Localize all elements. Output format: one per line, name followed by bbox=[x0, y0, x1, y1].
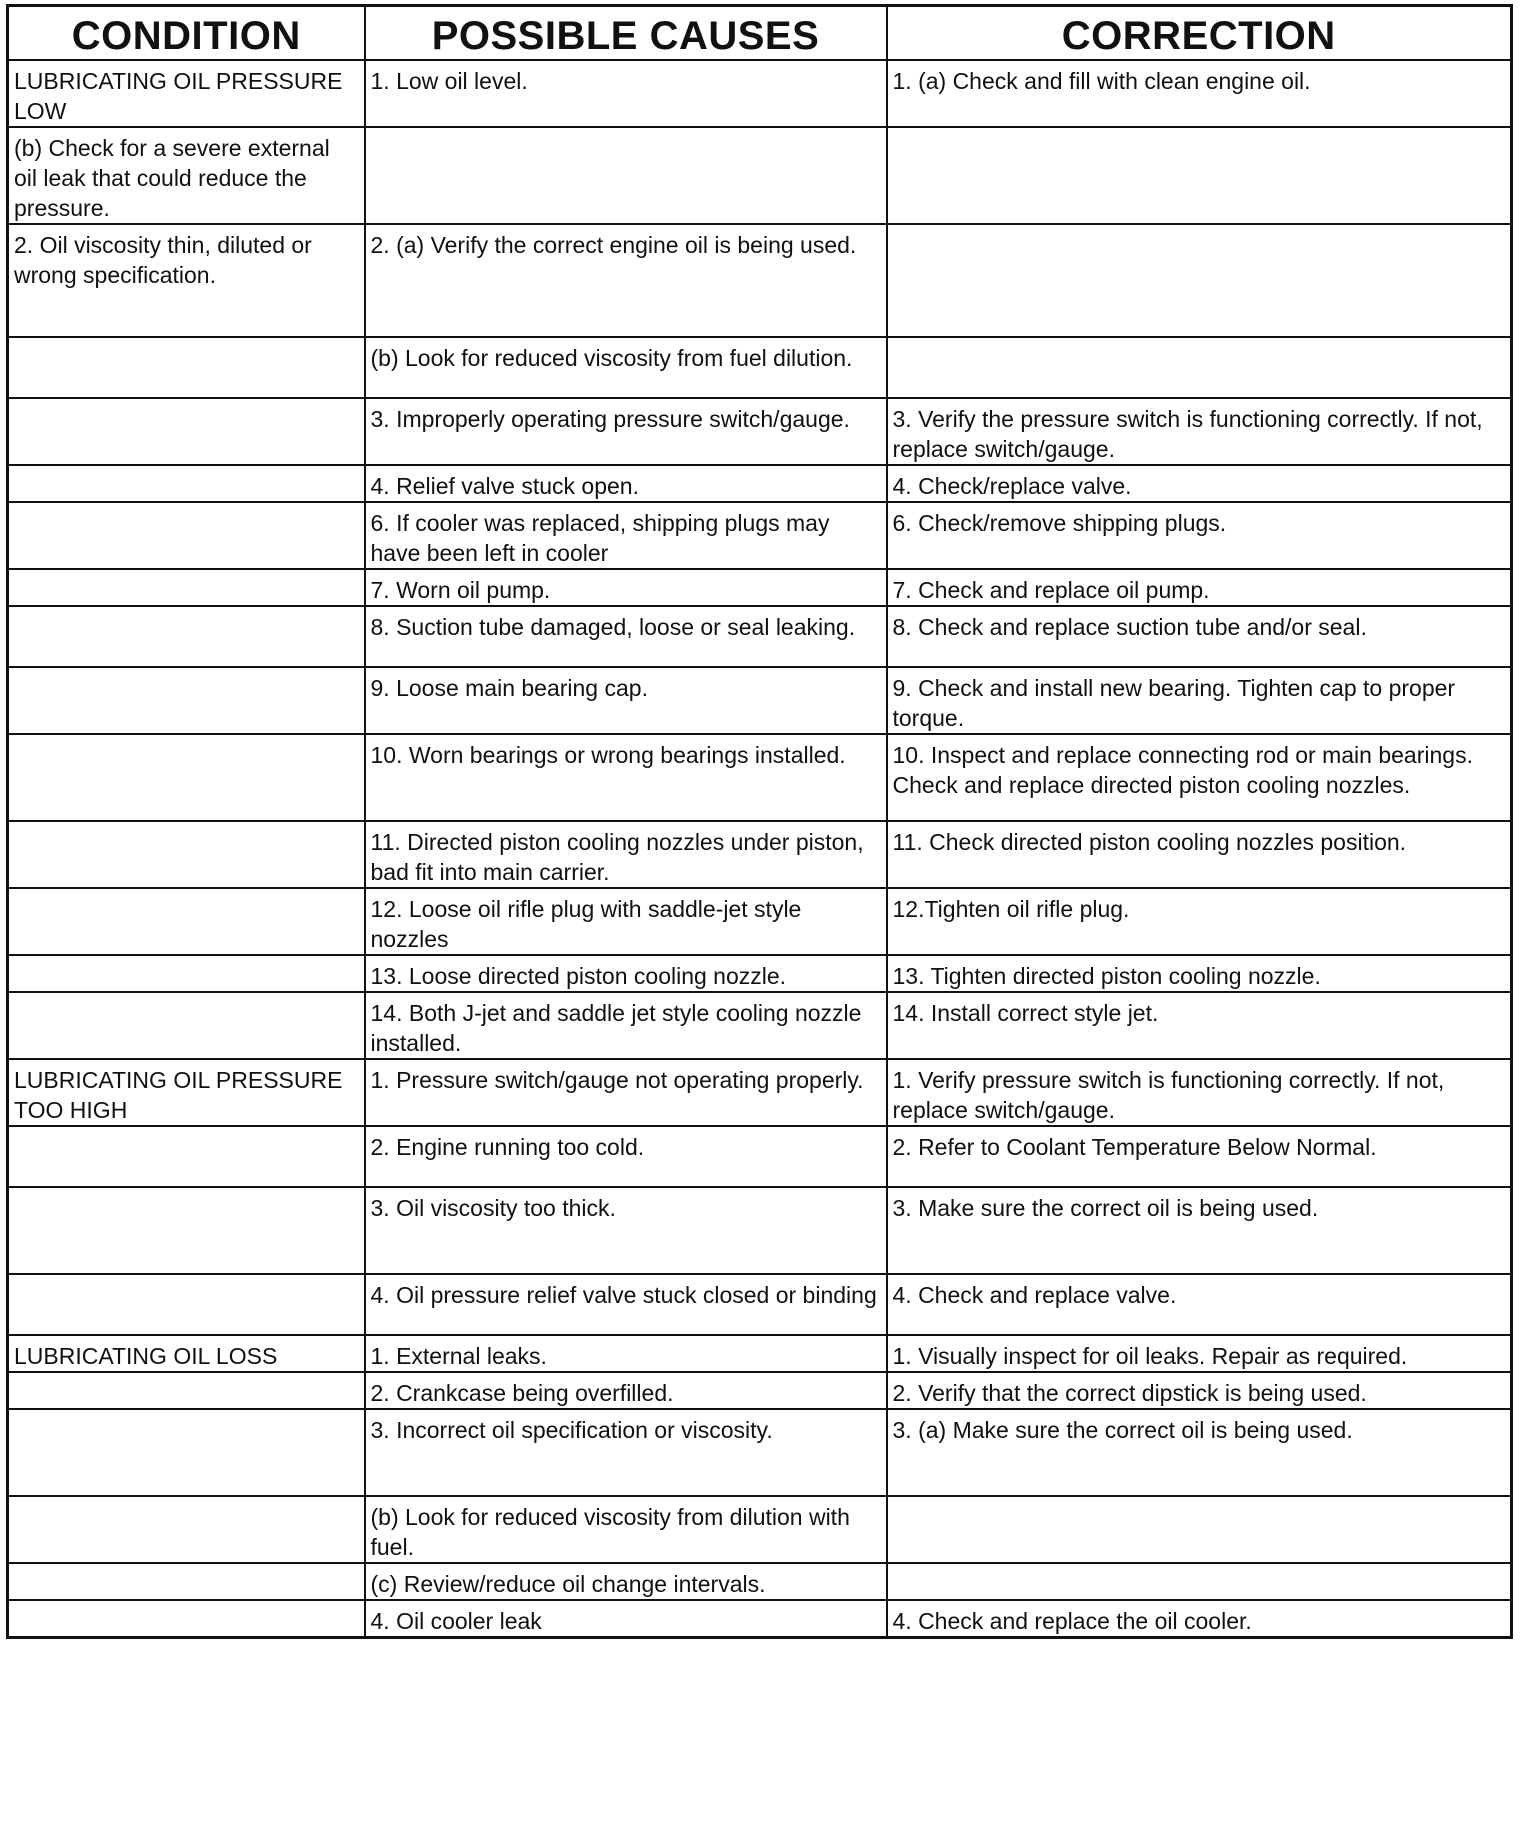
table-row bbox=[8, 1409, 1512, 1496]
possible-cause-cell: 1. Pressure switch/gauge not operating properly. bbox=[365, 1059, 887, 1126]
correction-cell: 1. Verify pressure switch is functioning correctly. If not, replace switch/gauge. bbox=[887, 1059, 1512, 1126]
condition-cell bbox=[8, 1126, 365, 1187]
condition-cell bbox=[8, 1496, 365, 1563]
table-row bbox=[8, 821, 1512, 888]
condition-cell bbox=[8, 606, 365, 667]
possible-cause-cell: 1. Low oil level. bbox=[365, 60, 887, 127]
condition-cell bbox=[8, 992, 365, 1059]
correction-cell bbox=[887, 337, 1512, 398]
table-row bbox=[8, 1059, 1512, 1126]
correction-cell: 12.Tighten oil rifle plug. bbox=[887, 888, 1512, 955]
condition-cell: 2. Oil viscosity thin, diluted or wrong specification. bbox=[8, 224, 365, 337]
header-condition: CONDITION bbox=[8, 6, 365, 61]
table-row bbox=[8, 1496, 1512, 1563]
possible-cause-cell: 9. Loose main bearing cap. bbox=[365, 667, 887, 734]
table-row bbox=[8, 337, 1512, 398]
correction-cell bbox=[887, 1496, 1512, 1563]
table-row bbox=[8, 398, 1512, 465]
possible-cause-cell: 3. Oil viscosity too thick. bbox=[365, 1187, 887, 1274]
possible-cause-cell: (c) Review/reduce oil change intervals. bbox=[365, 1563, 887, 1600]
table-row bbox=[8, 127, 1512, 224]
table-row bbox=[8, 465, 1512, 502]
possible-cause-cell: 12. Loose oil rifle plug with saddle-jet style nozzles bbox=[365, 888, 887, 955]
table-row bbox=[8, 502, 1512, 569]
table-row bbox=[8, 60, 1512, 127]
correction-cell: 3. Verify the pressure switch is functioning correctly. If not, replace switch/gauge. bbox=[887, 398, 1512, 465]
correction-cell: 4. Check and replace valve. bbox=[887, 1274, 1512, 1335]
correction-cell bbox=[887, 127, 1512, 224]
correction-cell: 4. Check and replace the oil cooler. bbox=[887, 1600, 1512, 1638]
table-row bbox=[8, 1274, 1512, 1335]
correction-cell: 14. Install correct style jet. bbox=[887, 992, 1512, 1059]
troubleshooting-table bbox=[6, 4, 1513, 1639]
condition-cell bbox=[8, 1563, 365, 1600]
condition-cell bbox=[8, 1409, 365, 1496]
possible-cause-cell: (b) Look for reduced viscosity from fuel dilution. bbox=[365, 337, 887, 398]
table-row bbox=[8, 955, 1512, 992]
condition-cell bbox=[8, 955, 365, 992]
table-row bbox=[8, 606, 1512, 667]
possible-cause-cell: 3. Improperly operating pressure switch/gauge. bbox=[365, 398, 887, 465]
possible-cause-cell: 8. Suction tube damaged, loose or seal leaking. bbox=[365, 606, 887, 667]
correction-cell: 1. (a) Check and fill with clean engine oil. bbox=[887, 60, 1512, 127]
table-row bbox=[8, 1187, 1512, 1274]
table-row bbox=[8, 224, 1512, 337]
condition-cell bbox=[8, 502, 365, 569]
header-row bbox=[8, 6, 1512, 61]
possible-cause-cell: 13. Loose directed piston cooling nozzle. bbox=[365, 955, 887, 992]
condition-cell bbox=[8, 667, 365, 734]
table-row bbox=[8, 888, 1512, 955]
condition-cell bbox=[8, 888, 365, 955]
correction-cell bbox=[887, 224, 1512, 337]
table-row bbox=[8, 1126, 1512, 1187]
possible-cause-cell: 14. Both J-jet and saddle jet style cooling nozzle installed. bbox=[365, 992, 887, 1059]
correction-cell: 4. Check/replace valve. bbox=[887, 465, 1512, 502]
table-row bbox=[8, 734, 1512, 821]
condition-cell: LUBRICATING OIL PRESSURE TOO HIGH bbox=[8, 1059, 365, 1126]
condition-cell: LUBRICATING OIL PRESSURE LOW bbox=[8, 60, 365, 127]
possible-cause-cell: 6. If cooler was replaced, shipping plugs may have been left in cooler bbox=[365, 502, 887, 569]
possible-cause-cell bbox=[365, 127, 887, 224]
condition-cell bbox=[8, 1600, 365, 1638]
table-row bbox=[8, 1563, 1512, 1600]
possible-cause-cell: 1. External leaks. bbox=[365, 1335, 887, 1372]
table-row bbox=[8, 667, 1512, 734]
correction-cell: 3. (a) Make sure the correct oil is being used. bbox=[887, 1409, 1512, 1496]
correction-cell: 7. Check and replace oil pump. bbox=[887, 569, 1512, 606]
condition-cell bbox=[8, 1372, 365, 1409]
condition-cell bbox=[8, 821, 365, 888]
correction-cell: 2. Verify that the correct dipstick is being used. bbox=[887, 1372, 1512, 1409]
table-row bbox=[8, 569, 1512, 606]
correction-cell: 2. Refer to Coolant Temperature Below Normal. bbox=[887, 1126, 1512, 1187]
table-row bbox=[8, 1600, 1512, 1638]
condition-cell: (b) Check for a severe external oil leak that could reduce the pressure. bbox=[8, 127, 365, 224]
possible-cause-cell: (b) Look for reduced viscosity from dilution with fuel. bbox=[365, 1496, 887, 1563]
header-correction: CORRECTION bbox=[887, 6, 1512, 61]
correction-cell: 1. Visually inspect for oil leaks. Repair as required. bbox=[887, 1335, 1512, 1372]
possible-cause-cell: 11. Directed piston cooling nozzles under piston, bad fit into main carrier. bbox=[365, 821, 887, 888]
correction-cell: 3. Make sure the correct oil is being used. bbox=[887, 1187, 1512, 1274]
correction-cell: 10. Inspect and replace connecting rod or main bearings. Check and replace directed piston cooling nozzles. bbox=[887, 734, 1512, 821]
table-row bbox=[8, 992, 1512, 1059]
possible-cause-cell: 7. Worn oil pump. bbox=[365, 569, 887, 606]
condition-cell bbox=[8, 1187, 365, 1274]
correction-cell: 8. Check and replace suction tube and/or seal. bbox=[887, 606, 1512, 667]
table-row bbox=[8, 1372, 1512, 1409]
condition-cell bbox=[8, 465, 365, 502]
possible-cause-cell: 2. Engine running too cold. bbox=[365, 1126, 887, 1187]
condition-cell bbox=[8, 1274, 365, 1335]
possible-cause-cell: 4. Oil pressure relief valve stuck closed or binding bbox=[365, 1274, 887, 1335]
possible-cause-cell: 10. Worn bearings or wrong bearings installed. bbox=[365, 734, 887, 821]
correction-cell: 6. Check/remove shipping plugs. bbox=[887, 502, 1512, 569]
condition-cell bbox=[8, 398, 365, 465]
correction-cell: 9. Check and install new bearing. Tighten cap to proper torque. bbox=[887, 667, 1512, 734]
possible-cause-cell: 4. Relief valve stuck open. bbox=[365, 465, 887, 502]
possible-cause-cell: 4. Oil cooler leak bbox=[365, 1600, 887, 1638]
condition-cell bbox=[8, 569, 365, 606]
condition-cell bbox=[8, 337, 365, 398]
possible-cause-cell: 2. Crankcase being overfilled. bbox=[365, 1372, 887, 1409]
condition-cell bbox=[8, 734, 365, 821]
table-row bbox=[8, 1335, 1512, 1372]
condition-cell: LUBRICATING OIL LOSS bbox=[8, 1335, 365, 1372]
header-possible-causes: POSSIBLE CAUSES bbox=[365, 6, 887, 61]
correction-cell bbox=[887, 1563, 1512, 1600]
possible-cause-cell: 2. (a) Verify the correct engine oil is being used. bbox=[365, 224, 887, 337]
correction-cell: 13. Tighten directed piston cooling nozzle. bbox=[887, 955, 1512, 992]
correction-cell: 11. Check directed piston cooling nozzles position. bbox=[887, 821, 1512, 888]
possible-cause-cell: 3. Incorrect oil specification or viscosity. bbox=[365, 1409, 887, 1496]
